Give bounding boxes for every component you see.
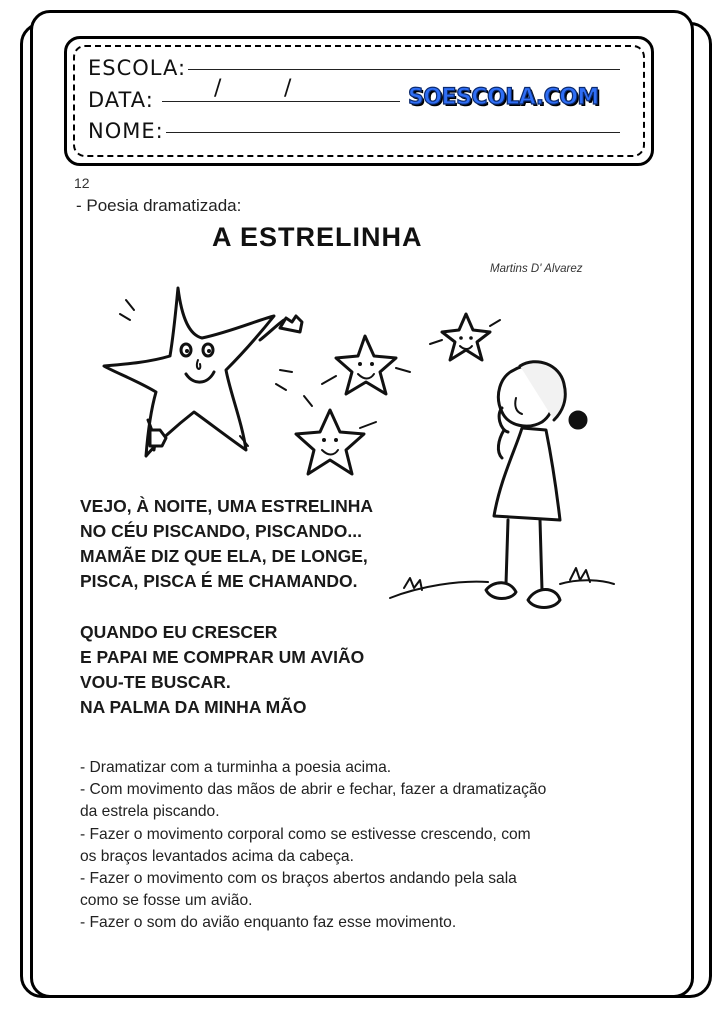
poem-line: VEJO, À NOITE, UMA ESTRELINHA	[80, 496, 373, 516]
poem-line: PISCA, PISCA É ME CHAMANDO.	[80, 571, 358, 591]
activity-instructions	[80, 757, 620, 935]
instruction-line: como se fosse um avião.	[80, 892, 253, 910]
page-number: 12	[74, 175, 90, 191]
date-separator: /	[214, 76, 222, 101]
name-label: NOME:	[88, 119, 164, 143]
instruction-line: - Fazer o som do avião enquanto faz esse movimento.	[80, 914, 457, 932]
date-field[interactable]	[162, 101, 400, 102]
instruction-line: - Com movimento das mãos de abrir e fechar, fazer a dramatização	[80, 781, 547, 799]
date-separator: /	[284, 76, 292, 101]
small-star-icon	[322, 336, 410, 394]
poem-line: QUANDO EU CRESCER	[80, 622, 278, 642]
instruction-line: da estrela piscando.	[80, 803, 220, 821]
poem-line: NO CÉU PISCANDO, PISCANDO...	[80, 521, 362, 541]
poem-title: A ESTRELINHA	[212, 222, 423, 252]
school-field[interactable]	[188, 69, 620, 70]
name-field[interactable]	[166, 132, 620, 133]
big-star-icon	[104, 288, 302, 456]
brand-logo: SOESCOLA.COM	[408, 85, 599, 110]
small-star-icon	[296, 396, 376, 474]
instruction-line: - Fazer o movimento corporal como se estivesse crescendo, com	[80, 825, 531, 843]
instruction-line: os braços levantados acima da cabeça.	[80, 847, 354, 865]
instruction-line: - Fazer o movimento com os braços abertos andando pela sala	[80, 870, 517, 888]
girl-icon	[486, 362, 586, 608]
poem-illustration	[90, 280, 630, 660]
poem-line: MAMÃE DIZ QUE ELA, DE LONGE,	[80, 546, 368, 566]
poem-line: NA PALMA DA MINHA MÃO	[80, 697, 307, 717]
poem-author: Martins D' Alvarez	[490, 263, 583, 275]
poem-stanza-2	[80, 620, 364, 720]
date-label: DATA:	[88, 88, 154, 112]
instruction-line: - Dramatizar com a turminha a poesia acima.	[80, 759, 392, 776]
poem-line: VOU-TE BUSCAR.	[80, 672, 231, 692]
small-star-icon	[430, 314, 500, 360]
school-label: ESCOLA:	[88, 56, 187, 80]
activity-subtitle: - Poesia dramatizada:	[76, 196, 242, 215]
poem-stanza-1	[80, 494, 373, 594]
poem-line: E PAPAI ME COMPRAR UM AVIÃO	[80, 647, 365, 667]
